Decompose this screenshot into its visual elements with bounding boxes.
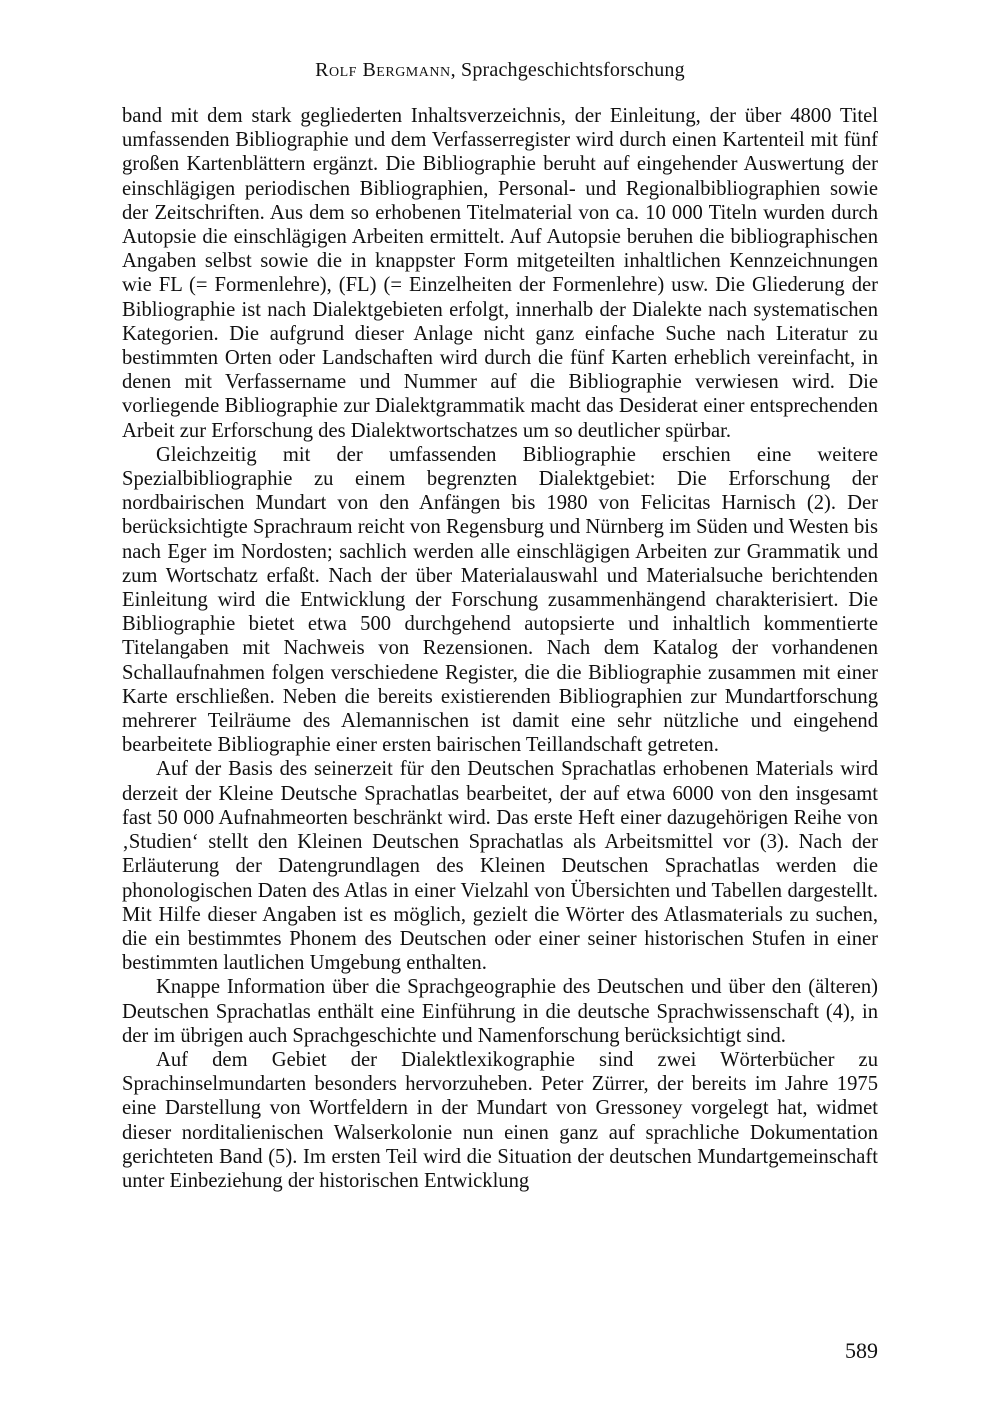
paragraph-4: Knappe Information über die Sprachgeographie des Deutschen und über den (älteren) Deutschen Sprachatlas enthält eine Einführung in die deutsche Sprachwissenschaft (4), in der im übrigen auch Sprachgeschichte und Namenforschung berücksichtigt sind. xyxy=(122,976,878,1047)
running-head-title: Sprachgeschichtsforschung xyxy=(461,59,685,81)
running-head-separator: , xyxy=(450,59,461,81)
paragraph-3: Auf der Basis des seinerzeit für den Deutschen Sprachatlas erhobenen Materials wird derzeit der Kleine Deutsche Sprachatlas bearbeitet, der auf etwa 6000 von den insgesamt fast 50 000 Aufnahmeorten beschränkt wird. Das erste Heft einer dazugehörigen Reihe von ‚Studien‘ stellt den Kleinen Deutschen Sprachatlas als Arbeitsmittel vor (3). Nach der Erläuterung der Datengrundlagen des Kleinen Deutschen Sprachatlas werden die phonologischen Daten des Atlas in einer Vielzahl von Übersichten und Tabellen dargestellt. Mit Hilfe dieser Angaben ist es möglich, gezielt die Wörter des Atlasmaterials zu suchen, die ein bestimmtes Phonem des Deutschen oder einer seiner historischen Stufen in einer bestimmten lautlichen Umgebung enthalten. xyxy=(122,758,878,975)
running-head-author: Rolf Bergmann xyxy=(315,59,451,81)
running-head xyxy=(0,58,1000,82)
paragraph-2: Gleichzeitig mit der umfassenden Bibliographie erschien eine weitere Spezialbibliographie zu einem begrenzten Dialektgebiet: Die Erforschung der nordbairischen Mundart von den Anfängen bis 1980 von Felicitas Harnisch (2). Der berücksichtigte Sprachraum reicht von Regensburg und Nürnberg im Süden und Westen bis nach Eger im Nordosten; sachlich werden alle einschlägigen Arbeiten zur Grammatik und zum Wortschatz erfaßt. Nach der über Materialauswahl und Materialsuche berichtenden Einleitung wird die Entwicklung der Forschung zusammenhängend charakterisiert. Die Bibliographie bietet etwa 500 durchgehend autopsierte und inhaltlich kommentierte Titelangaben mit Nachweis von Rezensionen. Nach dem Katalog der vorhandenen Schallaufnahmen folgen verschiedene Register, die die Bibliographie zusammen mit einer Karte erschließen. Neben die bereits existierenden Bibliographien zur Mundartforschung mehrerer Teilräume des Alemannischen ist damit eine sehr nützliche und eingehend bearbeitete Bibliographie einer ersten bairischen Teillandschaft getreten. xyxy=(122,443,878,757)
paragraph-5: Auf dem Gebiet der Dialektlexikographie sind zwei Wörterbücher zu Sprachinselmundarten besonders hervorzuheben. Peter Zürrer, der bereits im Jahre 1975 eine Darstellung von Wortfeldern in der Mundart von Gressoney vorgelegt hat, widmet dieser norditalienischen Walserkolonie nun einen ganz auf sprachliche Dokumentation gerichteten Band (5). Im ersten Teil wird die Situation der deutschen Mundartgemeinschaft unter Einbeziehung der historischen Entwicklung xyxy=(122,1048,878,1192)
page-number: 589 xyxy=(845,1338,878,1363)
paragraph-1: band mit dem stark gegliederten Inhaltsverzeichnis, der Einleitung, der über 4800 Titel umfassenden Bibliographie und dem Verfasserregister wird durch einen Kartenteil mit fünf großen Kartenblättern ergänzt. Die Bibliographie beruht auf eingehender Auswertung der einschlägigen periodischen Bibliographien, Personal- und Regionalbibliographien sowie der Zeitschriften. Aus dem so erhobenen Titelmaterial von ca. 10 000 Titeln wurden durch Autopsie die einschlägigen Arbeiten ermittelt. Auf Autopsie beruhen die bibliographischen Angaben selbst sowie die in knappster Form mitgeteilten inhaltlichen Kennzeichnungen wie FL (= Formenlehre), (FL) (= Einzelheiten der Formenlehre) usw. Die Gliederung der Bibliographie ist nach Dialektgebieten erfolgt, innerhalb der Dialekte nach systematischen Kategorien. Die aufgrund dieser Anlage nicht ganz einfache Suche nach Literatur zu bestimmten Orten oder Landschaften wird durch die fünf Karten erheblich vereinfacht, in denen mit Verfassername und Nummer auf die Bibliographie verwiesen wird. Die vorliegende Bibliographie zur Dialektgrammatik macht das Desiderat einer entsprechenden Arbeit zur Erforschung des Dialektwortschatzes um so deutlicher spürbar. xyxy=(122,105,878,442)
body-text xyxy=(122,104,878,1193)
